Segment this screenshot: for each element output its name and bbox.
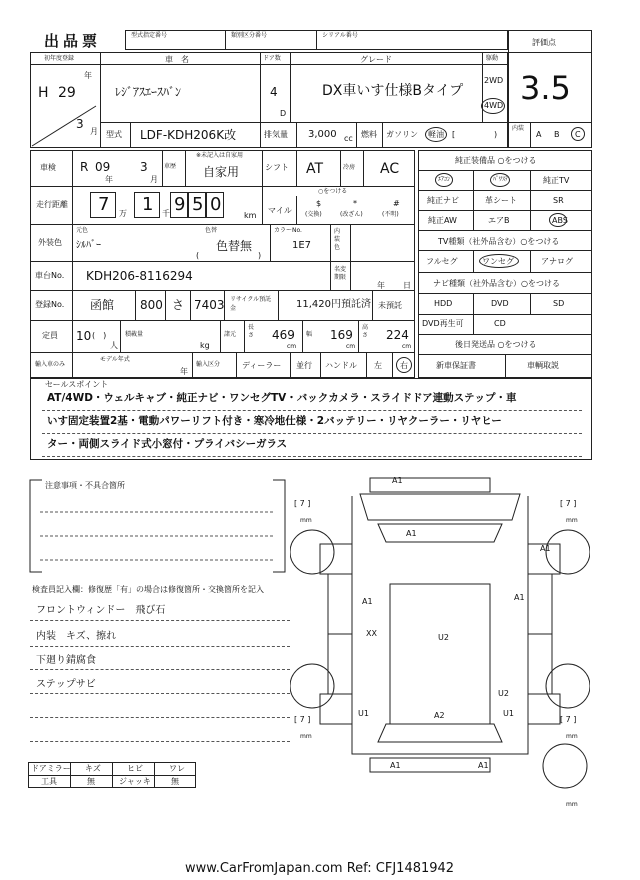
color-name-label: 色替 — [205, 227, 218, 234]
equip-leather: 革シート — [485, 196, 517, 205]
hood — [360, 494, 520, 520]
name-change-label: 名変期限 — [334, 266, 347, 281]
reg-area: 函館 — [90, 298, 115, 312]
length-value: 469 — [272, 328, 295, 342]
orig-color-label: 元色 — [76, 227, 89, 234]
interior-label: 内装 — [512, 125, 525, 132]
color-label: 外装色 — [38, 238, 62, 247]
tv-label: TV種類（社外品含む）○をつける — [438, 237, 560, 246]
spare-wheel — [543, 744, 587, 788]
interior-color-label: 内装色 — [334, 228, 341, 251]
recycle-value: 11,420円預託済 — [296, 299, 371, 310]
interior-b: B — [554, 130, 560, 139]
equip-aw: 純正AW — [428, 216, 457, 225]
legend-head: ドアミラー — [31, 764, 71, 773]
drive-label: 駆動 — [486, 55, 499, 62]
rear-glass — [378, 724, 502, 742]
left-rear-door — [328, 634, 352, 694]
color-change: 色替無 — [216, 239, 253, 253]
mile-unknown: (不明) — [382, 211, 399, 218]
legend-val: 工具 — [41, 777, 57, 786]
reg-class: 800 — [140, 298, 163, 312]
equip-power-steering: ﾊﾟﾜｽﾃ — [493, 176, 509, 183]
shaken-month: 3 — [140, 160, 148, 174]
usage-note: ※未記入は自家用 — [196, 152, 244, 159]
displacement-label: 排気量 — [264, 130, 288, 139]
chassis-value: KDH206-8116294 — [86, 269, 193, 283]
wheel-fl — [290, 530, 334, 574]
import-parallel: 並行 — [296, 361, 312, 370]
roof — [390, 584, 490, 724]
navi-dvd: DVD — [491, 299, 509, 308]
legend-head: キズ — [85, 764, 101, 773]
damage-mark: A1 — [406, 529, 417, 538]
left-front-door — [328, 574, 352, 634]
model-year-label: モデル年式 — [100, 356, 130, 363]
usage-value: 自家用 — [203, 165, 240, 179]
damage-mark: U1 — [503, 709, 514, 718]
mileage-digit: 9 — [174, 194, 186, 215]
score-value: 3.5 — [520, 69, 571, 107]
equip-sr: SR — [553, 196, 564, 205]
first-reg-year: 29 — [58, 85, 76, 101]
import-dealer: ディーラー — [242, 361, 282, 370]
left-rear-fender — [320, 694, 352, 724]
usage-label: 車歴 — [164, 163, 177, 170]
capacity-label: 定員 — [42, 331, 58, 340]
shift-label: シフト — [265, 163, 289, 172]
navi-label: ナビ種類（社外品含む）○をつける — [433, 279, 560, 288]
reg-num: 7403 — [194, 298, 225, 312]
door-count: 4 — [270, 85, 278, 99]
tire-tread-fr: [ 7 ] — [560, 499, 577, 508]
handle-left: 左 — [374, 361, 382, 370]
equip-navi: 純正ナビ — [427, 196, 459, 205]
navi-cd: CD — [494, 319, 506, 328]
chassis-label: 車台No. — [35, 271, 65, 280]
capacity-value: 10 — [76, 329, 92, 343]
legend-head: ヒビ — [127, 764, 143, 773]
type-num-label: 型式指定番号 — [131, 32, 168, 39]
car-diagram — [290, 474, 590, 814]
shaken-label: 車検 — [40, 163, 56, 172]
wheel-rr — [546, 664, 590, 708]
damage-mark: A1 — [390, 761, 401, 770]
shaken-year: 09 — [95, 160, 111, 174]
door-label: ドア数 — [263, 55, 281, 62]
drive-circle — [481, 98, 505, 114]
reg-label: 登録No. — [35, 300, 65, 309]
damage-mark: A1 — [478, 761, 489, 770]
equip-aircon: ｴｱｺﾝ — [438, 176, 451, 183]
notes-label: 注意事項・不具合箇所 — [45, 481, 125, 490]
damage-mark: XX — [366, 629, 377, 638]
note-line: ステップサビ — [36, 679, 96, 690]
color-no: 1E7 — [292, 240, 312, 251]
genuine-label: 純正装備品 ○をつける — [455, 156, 537, 165]
damage-mark: A1 — [392, 476, 403, 485]
mile-tampered: (改ざん) — [340, 211, 363, 218]
footer-reference: www.CarFromJapan.com Ref: CFJ1481942 — [185, 861, 455, 876]
handle-label: ハンドル — [325, 361, 357, 370]
serial-label: シリアル番号 — [322, 32, 358, 39]
tv-oneseg: ワンセグ — [482, 257, 514, 266]
tv-analog: アナログ — [541, 257, 573, 266]
right-rear-fender — [528, 694, 560, 724]
drive-2wd: 2WD — [484, 76, 504, 85]
orig-color: ｼﾙﾊﾞｰ — [76, 240, 101, 251]
width-value: 169 — [330, 328, 353, 342]
import-label: 輸入車のみ — [35, 361, 66, 368]
legend-val: 無 — [87, 777, 95, 786]
inspector-label: 検査員記入欄：修復歴「有」の場合は修復箇所・交換箇所を記入 — [32, 585, 264, 594]
mileage-digit: 0 — [210, 194, 222, 215]
front-bumper — [370, 478, 490, 492]
page-title: 出品票 — [44, 32, 102, 50]
damage-mark: U2 — [498, 689, 509, 698]
windshield — [378, 524, 502, 542]
fuel-gasoline: ガソリン — [386, 130, 418, 139]
note-line: フロントウィンドー 飛び石 — [36, 605, 166, 616]
car-name: ﾚｼﾞｱｽｴｰｽﾊﾞﾝ — [115, 85, 182, 99]
note-line: 下廻り錆腐食 — [36, 655, 96, 666]
interior-c: C — [575, 130, 581, 139]
first-reg-month: 3 — [76, 117, 84, 131]
recycle-label: リサイクル預託金 — [230, 296, 272, 312]
first-reg-era: H — [38, 85, 49, 101]
right-front-door — [528, 574, 552, 634]
tire-tread-rl: [ 7 ] — [294, 715, 311, 724]
sales-line: AT/4WD・ウェルキャブ・純正ナビ・ワンセグTV・バックカメラ・スライドドア連動ステップ・車 — [47, 392, 517, 404]
equip-abs: ABS — [552, 216, 568, 225]
load-label: 積載量 — [125, 331, 144, 338]
navi-dvd-play: DVD再生可 — [422, 319, 464, 328]
grade-label: グレード — [360, 55, 392, 64]
cooler-label: 冷房 — [343, 164, 356, 171]
tire-tread-fl: [ 7 ] — [294, 499, 311, 508]
damage-mark: A1 — [540, 544, 551, 553]
displacement-value: 3,000 — [308, 129, 337, 140]
mileage-digit: 5 — [192, 194, 204, 215]
recycle-unpaid: 未預託 — [378, 301, 402, 310]
tire-tread-rr: [ 7 ] — [560, 715, 577, 724]
interior-a: A — [536, 130, 542, 139]
doc-label: 後日発送品 ○をつける — [455, 340, 537, 349]
damage-mark: U1 — [358, 709, 369, 718]
equip-airbag: エアB — [488, 216, 510, 225]
first-reg-label: 初年度登録 — [44, 55, 75, 62]
tv-fullseg: フルセグ — [426, 257, 458, 266]
height-label: 高さ — [362, 324, 369, 339]
import-class-label: 輸入区分 — [196, 361, 221, 368]
sales-line: ター・両側スライド式小窓付・プライバシーガラス — [47, 438, 288, 450]
legend-val: 無 — [171, 777, 179, 786]
fuel-label: 燃料 — [361, 130, 377, 139]
mileage-label: 走行距離 — [36, 200, 68, 209]
mileage-digit: 7 — [98, 194, 110, 215]
damage-mark: A1 — [514, 593, 525, 602]
cooler-value: AC — [380, 161, 400, 177]
sales-line: いす固定装置2基・電動パワーリフト付き・寒冷地仕様・2バッテリー・リヤクーラー・リヤヒー — [47, 415, 502, 427]
car-name-label: 車 名 — [165, 55, 189, 64]
doc-warranty: 新車保証書 — [436, 361, 476, 370]
sales-label: セールスポイント — [45, 380, 109, 389]
shift-value: AT — [306, 161, 324, 177]
dims-label: 諸元 — [224, 331, 237, 338]
shaken-era: R — [80, 160, 89, 174]
reg-kana: さ — [172, 298, 185, 312]
color-no-label: カラーNo. — [274, 227, 302, 234]
damage-mark: A1 — [362, 597, 373, 606]
legend-val: ジャッキ — [119, 777, 151, 786]
length-label: 長さ — [248, 324, 255, 339]
notes-bracket — [28, 478, 288, 574]
model-label: 型式 — [106, 130, 122, 139]
wheel-fr — [546, 530, 590, 574]
damage-mark: A2 — [434, 711, 445, 720]
fuel-diesel: 軽油 — [428, 130, 444, 139]
damage-mark: U2 — [438, 633, 449, 642]
drive-4wd: 4WD — [484, 101, 504, 110]
grade-value: DX車いす仕様Bタイプ — [322, 83, 464, 99]
navi-sd: SD — [553, 299, 565, 308]
width-label: 幅 — [306, 331, 313, 338]
navi-hdd: HDD — [434, 299, 453, 308]
height-value: 224 — [386, 328, 409, 342]
model-value: LDF-KDH206K改 — [140, 128, 237, 142]
mileage-digit: 1 — [142, 194, 154, 215]
first-reg-slash — [30, 64, 100, 148]
mile-label: マイル — [268, 206, 292, 215]
legend-head: ワレ — [169, 764, 185, 773]
wheel-rl — [290, 664, 334, 708]
doc-manual: 車輌取説 — [527, 361, 559, 370]
rear-bumper — [370, 758, 490, 772]
equip-tv: 純正TV — [543, 176, 570, 185]
class-num-label: 類別区分番号 — [231, 32, 268, 39]
mile-exchange: (交換) — [305, 211, 322, 218]
handle-right: 右 — [400, 361, 408, 370]
circle-note: ○をつける — [318, 188, 348, 195]
right-rear-door — [528, 634, 552, 694]
score-label: 評価点 — [532, 38, 556, 47]
note-line: 内装 キズ、擦れ — [36, 631, 117, 642]
